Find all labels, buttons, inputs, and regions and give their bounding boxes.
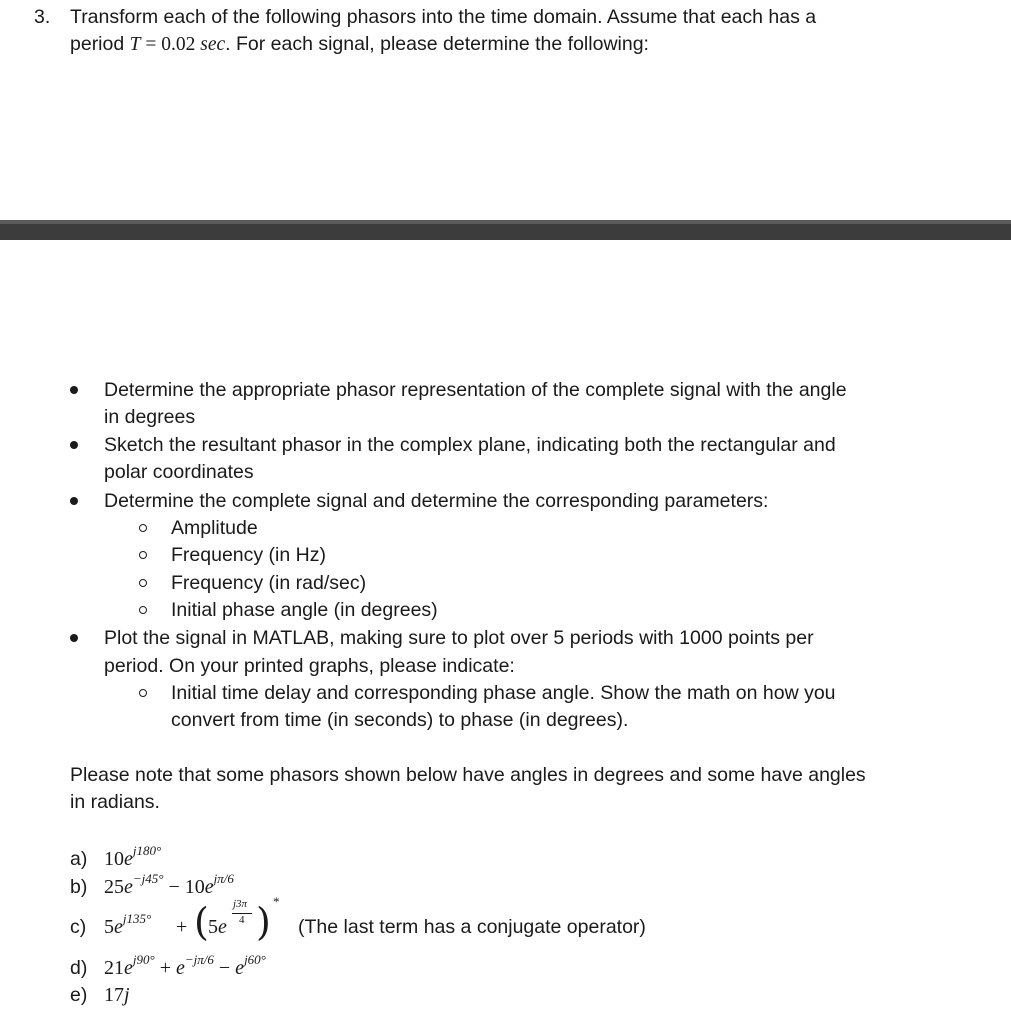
bullet-3: Determine the complete signal and determine the corresponding parameters: [104,490,769,512]
close-paren: ) [256,900,271,944]
bullet-1-line-1: Determine the appropriate phasor representation of the complete signal with the angle [104,379,847,401]
sub-item-amplitude: Amplitude [171,517,258,539]
sub-item-delay-line-1: Initial time delay and corresponding phase angle. Show the math on how you [171,682,836,704]
bullet-icon [70,634,78,642]
item-b-label: b) [70,876,88,898]
bullet-icon [70,441,78,449]
item-e-label: e) [70,984,88,1006]
open-paren: ( [194,900,209,944]
item-c-label: c) [70,916,87,938]
sub-bullet-icon [139,606,147,614]
sub-item-frequency-rad: Frequency (in rad/sec) [171,572,367,594]
bullet-4-line-1: Plot the signal in MATLAB, making sure to plot over 5 periods with 1000 points per [104,627,814,649]
item-d-label: d) [70,957,88,979]
item-e-expression: 17j [104,984,130,1006]
item-a-label: a) [70,848,88,870]
item-b-expression: $25e^{-j45^\circ} - 10e^{j\pi/6}$ [104,871,234,898]
bullet-4-line-2: period. On your printed graphs, please indicate: [104,655,515,677]
problem-line-2: period T = 0.02 sec. For each signal, please determine the following: [70,33,649,55]
page-divider [0,220,1011,240]
sub-item-phase-angle: Initial phase angle (in degrees) [171,599,438,621]
sub-item-frequency-hz: Frequency (in Hz) [171,544,326,566]
item-c-frac-denominator: 4 [239,914,245,926]
bullet-2-line-1: Sketch the resultant phasor in the complex plane, indicating both the rectangular and [104,434,836,456]
sub-bullet-icon [139,524,147,532]
item-c-note: (The last term has a conjugate operator) [298,916,646,938]
bullet-2-line-2: polar coordinates [104,461,254,483]
item-d-expression: $21e^{j90^\circ} + e^{-j\pi/6} - e^{j60^\circ}$ [104,952,266,979]
period-variable: T [129,34,141,55]
sub-bullet-icon [139,551,147,559]
item-c-term-2: 5e [208,916,227,938]
item-c-frac-numerator: j3π [233,898,248,910]
sub-bullet-icon [139,579,147,587]
sub-item-delay-line-2: convert from time (in seconds) to phase (in degrees). [171,709,629,731]
conjugate-star: * [273,894,280,909]
note-line-2: in radians. [70,791,160,813]
bullet-1-line-2: in degrees [104,406,196,428]
item-c-plus: + [176,916,188,938]
problem-line-1: Transform each of the following phasors into the time domain. Assume that each has a [70,6,817,28]
problem-number: 3. [34,6,51,28]
item-a-expression: $10e^{j180^\circ}$ [104,843,162,870]
bullet-icon [70,386,78,394]
bullet-icon [70,497,78,505]
sub-bullet-icon [139,689,147,697]
note-line-1: Please note that some phasors shown below have angles in degrees and some have angles [70,764,866,786]
item-c-term-1: $5e^{j135^\circ}$ [104,911,152,938]
